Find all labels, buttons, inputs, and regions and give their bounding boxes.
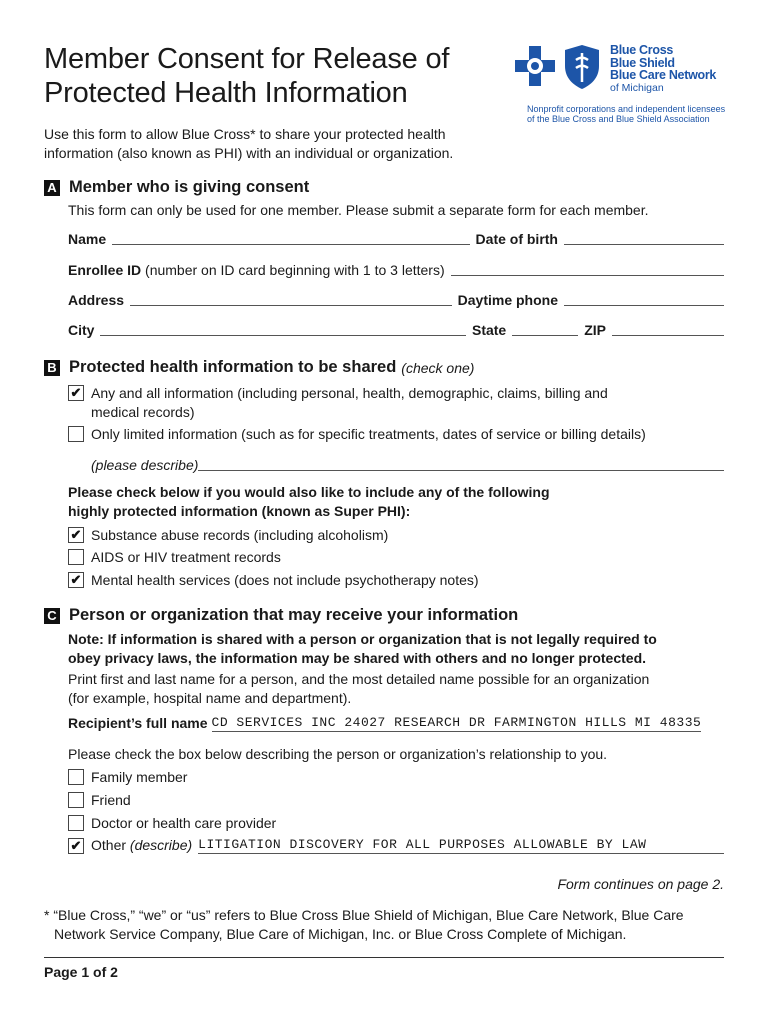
enrollee-field[interactable]	[451, 261, 724, 276]
provider-checkbox[interactable]	[68, 815, 84, 831]
all-info-checkbox[interactable]: ✔	[68, 385, 84, 401]
footnote-line-2: Network Service Company, Blue Care of Michigan, Inc. or Blue Cross Complete of Michigan.	[54, 926, 627, 942]
section-c-title: Person or organization that may receive your information	[69, 606, 519, 624]
logo-name-1: Blue Cross	[610, 43, 673, 57]
bcbs-logo	[513, 44, 728, 124]
address-label: Address	[68, 292, 125, 308]
other-field[interactable]: LITIGATION DISCOVERY FOR ALL PURPOSES ALLOWABLE BY LAW	[198, 837, 724, 854]
city-row	[68, 321, 724, 339]
intro-text	[44, 125, 484, 163]
section-a-heading	[44, 178, 309, 197]
provider-label: Doctor or health care provider	[91, 815, 277, 831]
friend-label: Friend	[91, 792, 131, 808]
mental-health-label: Mental health services (does not include psychotherapy notes)	[91, 572, 479, 588]
print-instructions-line-2: (for example, hospital name and department).	[68, 690, 352, 706]
substance-abuse-label: Substance abuse records (including alcoholism)	[91, 527, 389, 543]
name-label: Name	[68, 231, 107, 247]
section-a-letter: A	[44, 180, 60, 196]
hiv-records-label: AIDS or HIV treatment records	[91, 549, 281, 565]
section-b-title: Protected health information to be shared	[69, 358, 397, 376]
continues-note: Form continues on page 2.	[557, 876, 724, 892]
dob-field[interactable]	[564, 230, 724, 245]
super-phi-prompt-line-2: highly protected information (known as Super PHI):	[68, 503, 411, 519]
super-phi-prompt-line-1: Please check below if you would also like to include any of the following	[68, 484, 550, 500]
section-a-title: Member who is giving consent	[69, 178, 310, 196]
footnote-line-1: * “Blue Cross,” “we” or “us” refers to Blue Cross Blue Shield of Michigan, Blue Care Network, Blue Care	[44, 907, 684, 923]
section-b-heading	[44, 358, 474, 377]
hiv-records-checkbox[interactable]	[68, 549, 84, 565]
intro-line-2: information (also known as PHI) with an individual or organization.	[44, 145, 454, 161]
state-label: State	[471, 322, 507, 338]
footer-divider	[44, 957, 724, 958]
title-line-2: Protected Health Information	[44, 77, 408, 109]
section-a-note: This form can only be used for one member. Please submit a separate form for each member.	[68, 202, 649, 218]
phone-field[interactable]	[564, 291, 724, 306]
logo-note-1: Nonprofit corporations and independent licensees	[527, 104, 726, 114]
all-info-label	[91, 384, 608, 422]
describe-row	[91, 456, 724, 474]
describe-field[interactable]	[198, 456, 724, 471]
other-label: Other (describe)	[91, 837, 193, 853]
enrollee-hint: (number on ID card beginning with 1 to 3 letters)	[145, 262, 445, 278]
recipient-label: Recipient’s full name	[68, 715, 208, 731]
blue-shield-icon	[563, 44, 601, 90]
other-row	[91, 836, 724, 854]
logo-name-4: of Michigan	[610, 81, 664, 94]
super-phi-prompt	[68, 483, 550, 521]
enrollee-row	[68, 261, 724, 279]
city-field[interactable]	[100, 321, 466, 336]
intro-line-1: Use this form to allow Blue Cross* to share your protected health	[44, 126, 446, 142]
page-number: Page 1 of 2	[44, 964, 118, 980]
name-row	[68, 230, 724, 248]
family-member-label: Family member	[91, 769, 188, 785]
family-member-checkbox[interactable]	[68, 769, 84, 785]
phone-label: Daytime phone	[457, 292, 558, 308]
logo-licensee-note	[527, 104, 725, 124]
friend-checkbox[interactable]	[68, 792, 84, 808]
state-field[interactable]	[512, 321, 578, 336]
other-checkbox[interactable]: ✔	[68, 838, 84, 854]
limited-info-checkbox[interactable]	[68, 426, 84, 442]
logo-name-3: Blue Care Network	[610, 68, 717, 82]
section-b-letter: B	[44, 360, 60, 376]
privacy-note	[68, 630, 657, 668]
logo-name-2: Blue Shield	[610, 55, 675, 70]
all-info-label-line-2: medical records)	[91, 404, 195, 420]
city-label: City	[68, 322, 95, 338]
page-title	[44, 42, 449, 110]
section-b-hint: (check one)	[401, 359, 475, 376]
zip-field[interactable]	[612, 321, 724, 336]
describe-label: (please describe)	[91, 457, 199, 473]
dob-label: Date of birth	[475, 231, 558, 247]
name-field[interactable]	[112, 230, 469, 245]
print-instructions-line-1: Print first and last name for a person, and the most detailed name possible for an organization	[68, 671, 650, 687]
privacy-note-line-2: obey privacy laws, the information may be shared with others and no longer protected.	[68, 650, 647, 666]
footnote	[44, 906, 684, 944]
relationship-prompt: Please check the box below describing the person or organization’s relationship to you.	[68, 746, 608, 762]
logo-note-2: of the Blue Cross and Blue Shield Association	[527, 114, 710, 124]
all-info-label-line-1: Any and all information (including personal, health, demographic, claims, billing and	[91, 385, 608, 401]
recipient-field[interactable]: CD SERVICES INC 24027 RESEARCH DR FARMINGTON HILLS MI 48335	[211, 715, 702, 730]
print-instructions	[68, 670, 649, 708]
recipient-row	[68, 714, 701, 732]
logo-wordmark	[610, 44, 716, 94]
substance-abuse-checkbox[interactable]: ✔	[68, 527, 84, 543]
address-field[interactable]	[130, 291, 452, 306]
address-row	[68, 291, 724, 309]
mental-health-checkbox[interactable]: ✔	[68, 572, 84, 588]
blue-cross-icon	[515, 46, 555, 86]
section-c-letter: C	[44, 608, 60, 624]
section-c-heading	[44, 606, 518, 625]
zip-label: ZIP	[584, 322, 606, 338]
limited-info-label: Only limited information (such as for specific treatments, dates of service or billing details)	[91, 426, 646, 442]
privacy-note-line-1: Note: If information is shared with a person or organization that is not legally required to	[68, 631, 657, 647]
enrollee-label: Enrollee ID (number on ID card beginning with 1 to 3 letters)	[68, 262, 445, 278]
other-describe-hint: (describe)	[129, 837, 193, 853]
title-line-1: Member Consent for Release of	[44, 43, 450, 75]
